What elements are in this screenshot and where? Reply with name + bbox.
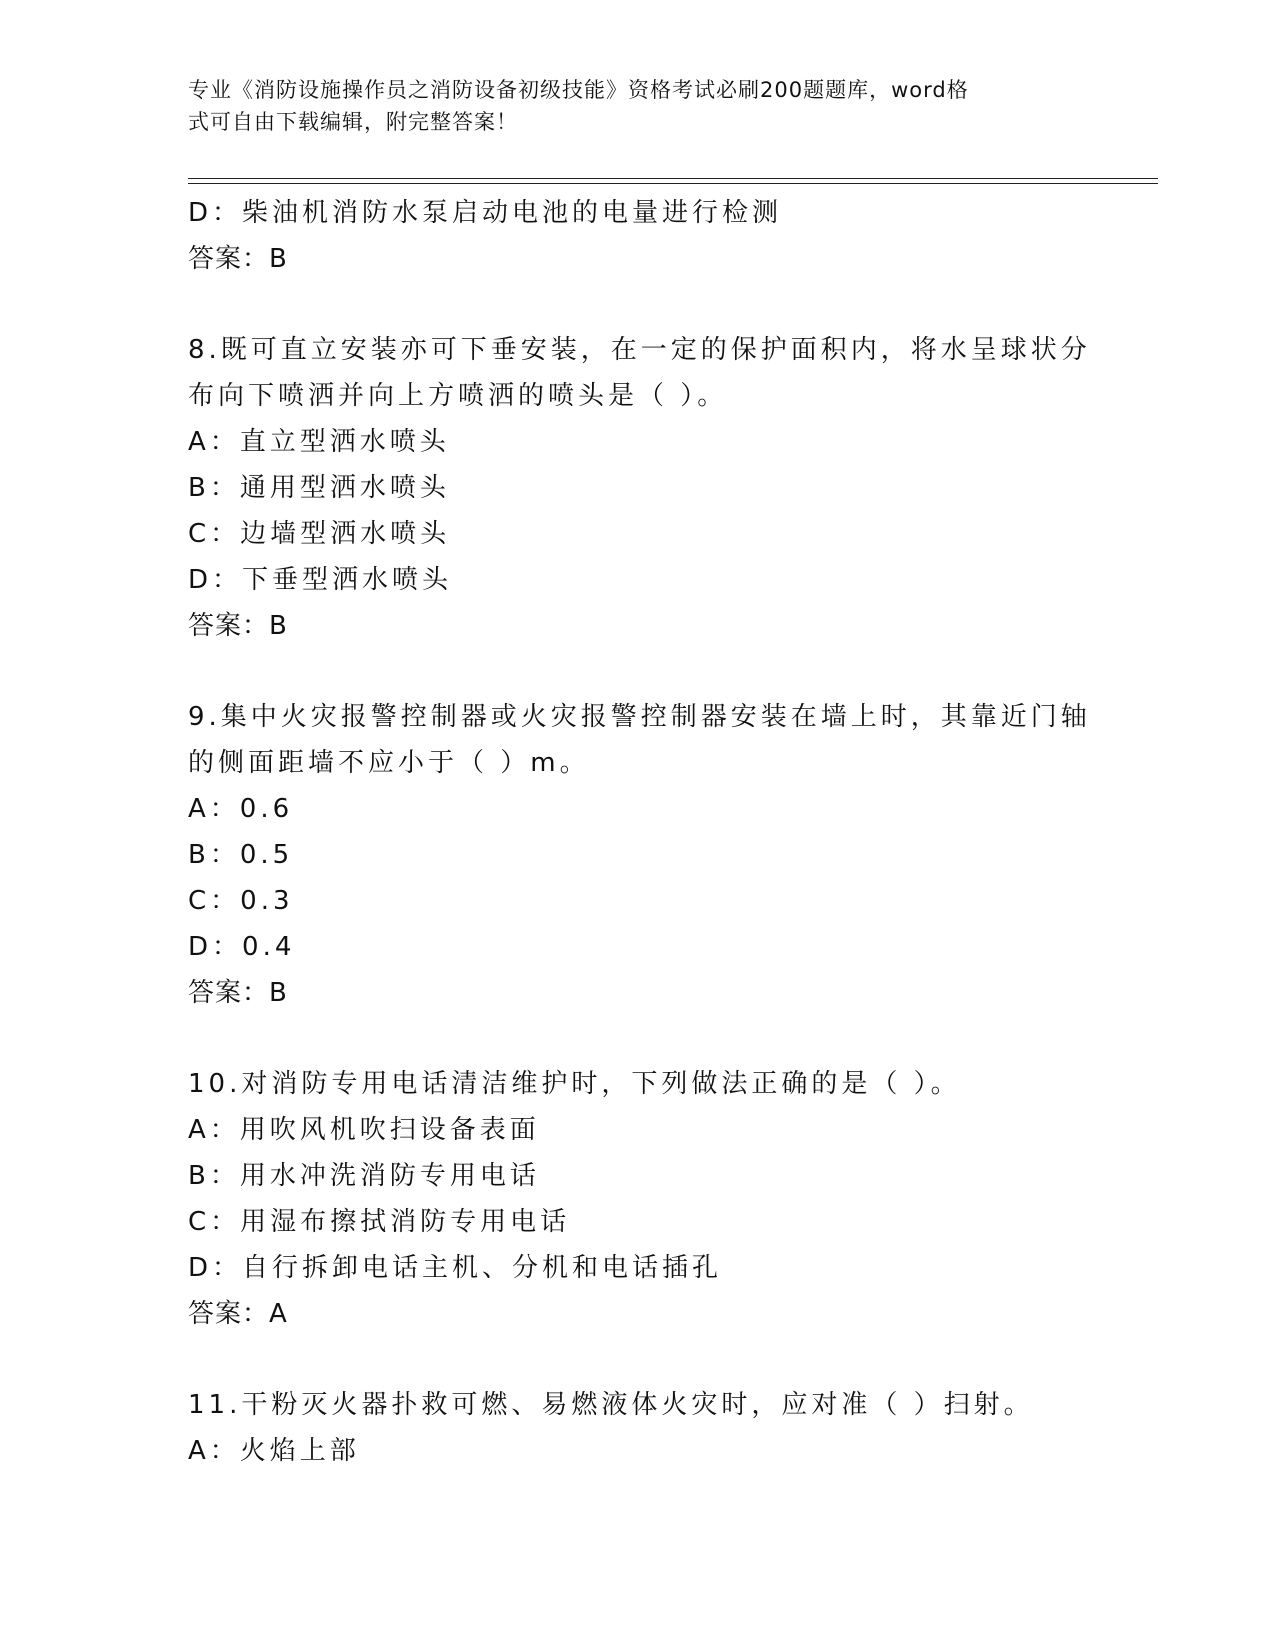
question-text-line-1: 9.集中火灾报警控制器或火灾报警控制器安装在墙上时，其靠近门轴 xyxy=(188,702,1091,732)
option-d: D：下垂型洒水喷头 xyxy=(188,565,453,595)
option-b: B：0.5 xyxy=(188,840,294,870)
question-text-line-1: 11.干粉灭火器扑救可燃、易燃液体火灾时，应对准（ ）扫射。 xyxy=(188,1390,1034,1420)
question-11 xyxy=(188,1382,1088,1474)
spacer xyxy=(188,282,1088,327)
question-text-line-1: 8.既可直立安装亦可下垂安装，在一定的保护面积内，将水呈球状分 xyxy=(188,335,1091,365)
question-8 xyxy=(188,327,1091,649)
option-d: D：0.4 xyxy=(188,932,296,962)
question-list xyxy=(188,190,1091,1474)
option-b: B：用水冲洗消防专用电话 xyxy=(188,1161,540,1191)
question-text-line-2: 的侧面距墙不应小于（ ）m。 xyxy=(188,748,590,778)
header-divider-top xyxy=(188,178,1158,179)
header-divider-bottom xyxy=(188,183,1158,184)
option-d: D：自行拆卸电话主机、分机和电话插孔 xyxy=(188,1253,723,1283)
answer-line: 答案：B xyxy=(188,611,288,641)
option-c: C：0.3 xyxy=(188,886,294,916)
spacer xyxy=(188,1337,1088,1382)
option-a: A：0.6 xyxy=(188,794,294,824)
spacer xyxy=(188,649,1088,694)
option-d: D：柴油机消防水泵启动电池的电量进行检测 xyxy=(188,198,783,228)
question-10 xyxy=(188,1061,1088,1337)
document-header xyxy=(188,74,1088,138)
question-9 xyxy=(188,694,1091,1016)
question-7-tail xyxy=(188,190,1088,282)
answer-line: 答案：A xyxy=(188,1299,288,1329)
option-c: C：边墙型洒水喷头 xyxy=(188,519,451,549)
option-a: A：直立型洒水喷头 xyxy=(188,427,450,457)
header-line-1: 专业《消防设施操作员之消防设备初级技能》资格考试必刷200题题库，word格 xyxy=(188,78,969,102)
answer-line: 答案：B xyxy=(188,978,288,1008)
spacer xyxy=(188,1016,1088,1061)
question-text-line-1: 10.对消防专用电话清洁维护时，下列做法正确的是（ ）。 xyxy=(188,1069,961,1099)
option-a: A：火焰上部 xyxy=(188,1436,360,1466)
question-text-line-2: 布向下喷洒并向上方喷洒的喷头是（ ）。 xyxy=(188,381,728,411)
option-a: A：用吹风机吹扫设备表面 xyxy=(188,1115,540,1145)
option-c: C：用湿布擦拭消防专用电话 xyxy=(188,1207,571,1237)
option-b: B：通用型洒水喷头 xyxy=(188,473,450,503)
header-line-2: 式可自由下载编辑，附完整答案！ xyxy=(188,110,518,134)
answer-line: 答案：B xyxy=(188,244,288,274)
